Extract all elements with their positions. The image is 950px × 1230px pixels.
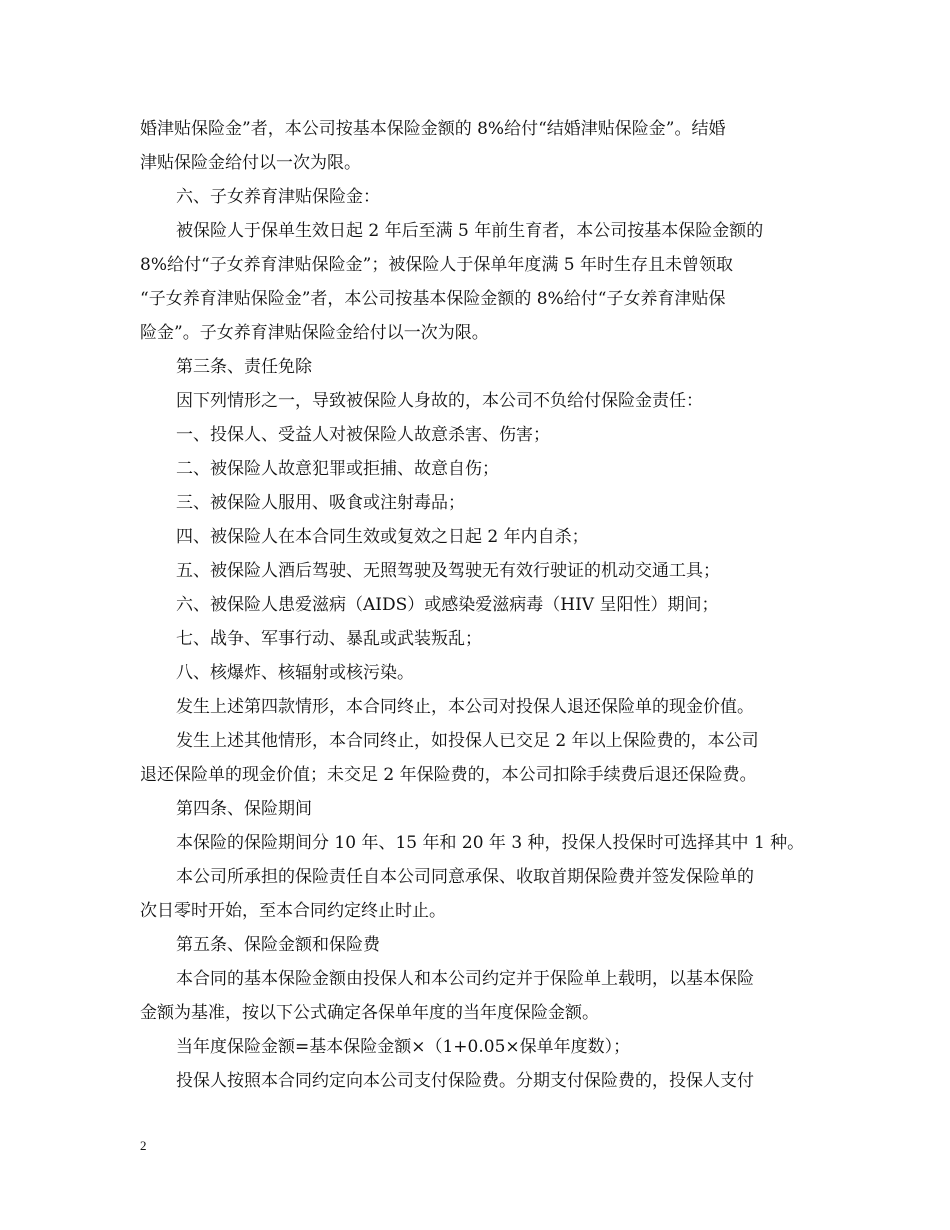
text-line: “子女养育津贴保险金”者，本公司按基本保险金额的 8%给付“子女养育津贴保 (140, 289, 726, 309)
page-number: 2 (140, 1138, 147, 1153)
text-line: 第四条、保险期间 (176, 799, 312, 819)
text-line: 发生上述其他情形，本合同终止，如投保人已交足 2 年以上保险费的，本公司 (176, 731, 759, 751)
text-line: 四、被保险人在本合同生效或复效之日起 2 年内自杀； (176, 527, 589, 547)
text-line: 七、战争、军事行动、暴乱或武装叛乱； (176, 629, 482, 649)
text-line: 二、被保险人故意犯罪或拒捕、故意自伤； (176, 459, 499, 479)
text-line: 本保险的保险期间分 10 年、15 年和 20 年 3 种，投保人投保时可选择其中 1 种。 (176, 833, 805, 853)
text-line: 本公司所承担的保险责任自本公司同意承保、收取首期保险费并签发保险单的 (176, 867, 754, 887)
text-line: 第五条、保险金额和保险费 (176, 935, 380, 955)
text-line: 发生上述第四款情形，本合同终止，本公司对投保人退还保险单的现金价值。 (176, 697, 754, 717)
text-line: 次日零时开始，至本合同约定终止时止。 (140, 901, 446, 921)
text-line: 本合同的基本保险金额由投保人和本公司约定并于保险单上载明，以基本保险 (176, 969, 754, 989)
text-line: 三、被保险人服用、吸食或注射毒品； (176, 493, 465, 513)
text-line: 投保人按照本合同约定向本公司支付保险费。分期支付保险费的，投保人支付 (176, 1071, 754, 1091)
text-line: 被保险人于保单生效日起 2 年后至满 5 年前生育者，本公司按基本保险金额的 (176, 221, 764, 241)
text-line: 六、子女养育津贴保险金： (176, 187, 380, 207)
text-line: 六、被保险人患爱滋病（AIDS）或感染爱滋病毒（HIV 呈阳性）期间； (176, 595, 719, 615)
text-line: 八、核爆炸、核辐射或核污染。 (176, 663, 414, 683)
text-line: 第三条、责任免除 (176, 357, 312, 377)
text-line: 因下列情形之一，导致被保险人身故的，本公司不负给付保险金责任： (176, 391, 703, 411)
text-line: 8%给付“子女养育津贴保险金”；被保险人于保单年度满 5 年时生存且未曾领取 (140, 255, 733, 275)
text-line: 险金”。子女养育津贴保险金给付以一次为限。 (140, 323, 489, 343)
text-line: 退还保险单的现金价值；未交足 2 年保险费的，本公司扣除手续费后退还保险费。 (140, 765, 757, 785)
text-line: 津贴保险金给付以一次为限。 (140, 153, 361, 173)
document-body (140, 112, 820, 1098)
text-line: 一、投保人、受益人对被保险人故意杀害、伤害； (176, 425, 550, 445)
text-line: 五、被保险人酒后驾驶、无照驾驶及驾驶无有效行驶证的机动交通工具； (176, 561, 720, 581)
text-line: 金额为基准，按以下公式确定各保单年度的当年度保险金额。 (140, 1003, 599, 1023)
text-line: 当年度保险金额=基本保险金额×（1+0.05×保单年度数）； (176, 1037, 631, 1057)
text-line: 婚津贴保险金”者，本公司按基本保险金额的 8%给付“结婚津贴保险金”。结婚 (140, 119, 726, 139)
